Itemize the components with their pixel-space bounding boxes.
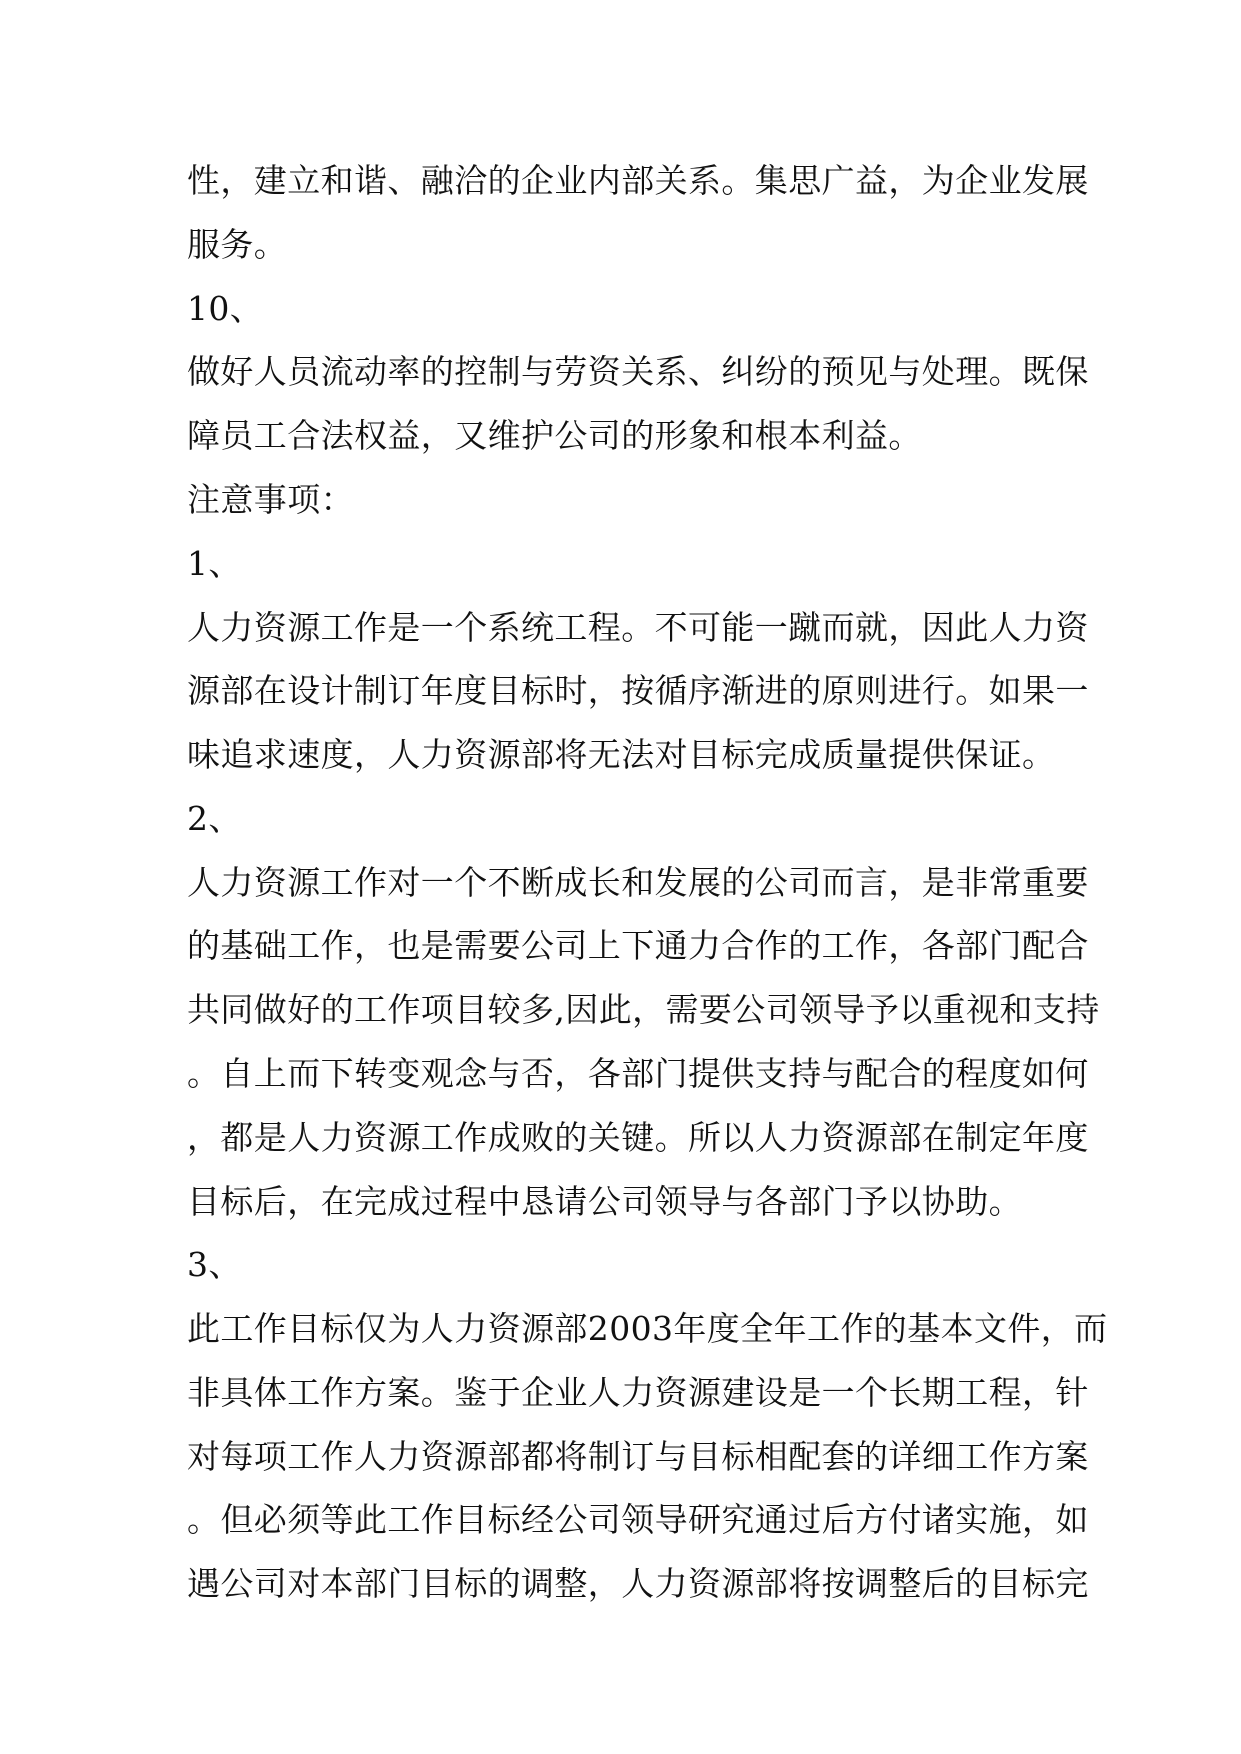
text-line-1: 性，建立和谐、融洽的企业内部关系。集思广益，为企业发展 — [187, 161, 1089, 200]
item-number-2: 2、 — [187, 799, 242, 838]
text-line-8: 人力资源工作是一个系统工程。不可能一蹴而就，因此人力资 — [187, 608, 1089, 647]
text-line-13: 的基础工作，也是需要公司上下通力合作的工作，各部门配合 — [187, 926, 1089, 965]
text-line-21: 对每项工作人力资源部都将制订与目标相配套的详细工作方案 — [187, 1437, 1089, 1476]
text-line-16: ，都是人力资源工作成败的关键。所以人力资源部在制定年度 — [187, 1118, 1089, 1157]
text-line-2: 服务。 — [187, 225, 288, 264]
text-line-22: 。但必须等此工作目标经公司领导研究通过后方付诸实施，如 — [187, 1500, 1089, 1539]
text-line-23: 遇公司对本部门目标的调整，人力资源部将按调整后的目标完 — [187, 1564, 1089, 1603]
text-line-12: 人力资源工作对一个不断成长和发展的公司而言，是非常重要 — [187, 863, 1089, 902]
text-line-4: 做好人员流动率的控制与劳资关系、纠纷的预见与处理。既保 — [187, 352, 1089, 391]
text-line-17: 目标后，在完成过程中恳请公司领导与各部门予以协助。 — [187, 1182, 1022, 1221]
text-line-19: 此工作目标仅为人力资源部2003年度全年工作的基本文件，而 — [187, 1309, 1108, 1348]
text-line-15: 。自上而下转变观念与否，各部门提供支持与配合的程度如何 — [187, 1054, 1089, 1093]
item-number-10: 10、 — [187, 289, 264, 328]
text-line-10: 味追求速度，人力资源部将无法对目标完成质量提供保证。 — [187, 735, 1056, 774]
text-line-14: 共同做好的工作项目较多,因此，需要公司领导予以重视和支持 — [187, 990, 1100, 1029]
text-line-20: 非具体工作方案。鉴于企业人力资源建设是一个长期工程，针 — [187, 1373, 1089, 1412]
item-number-1: 1、 — [187, 544, 242, 583]
item-number-3: 3、 — [187, 1245, 242, 1284]
section-heading-notes: 注意事项： — [187, 480, 354, 519]
text-line-5: 障员工合法权益，又维护公司的形象和根本利益。 — [187, 416, 922, 455]
text-line-9: 源部在设计制订年度目标时，按循序渐进的原则进行。如果一 — [187, 671, 1089, 710]
